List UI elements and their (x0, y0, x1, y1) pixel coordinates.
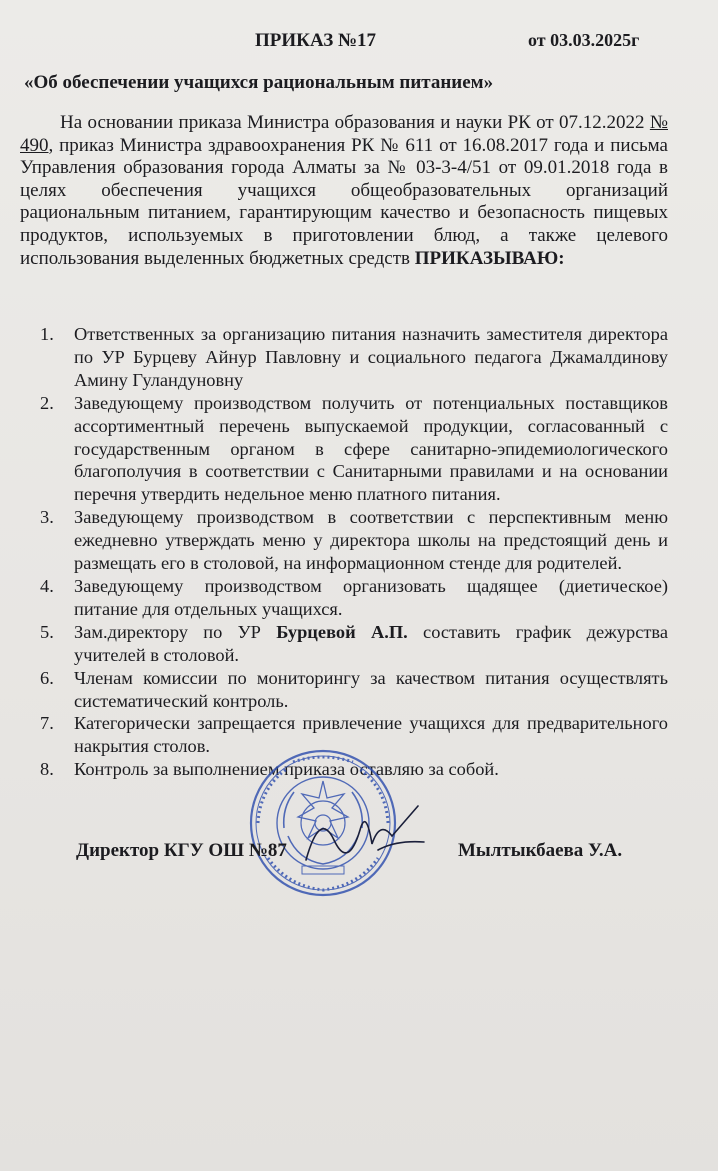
page-title: ПРИКАЗ №17 (255, 30, 377, 51)
list-item (40, 506, 668, 575)
list-item-number: 5. (40, 621, 54, 642)
list-item-text: Категорически запрещается привлечение учащихся для предварительного накрытия столов. (74, 713, 668, 757)
intro-text-part1: На основании приказа Министра образования и науки РК от 07.12.2022 (60, 112, 650, 133)
order-number: № 490 (20, 112, 668, 156)
list-item-text-post: составить график дежурства учителей в столовой. (74, 621, 669, 665)
list-item-number: 6. (40, 667, 54, 688)
list-item (40, 323, 668, 392)
list-item-text: Контроль за выполнением приказа оставляю за собой. (74, 759, 499, 780)
signatory-position: Директор КГУ ОШ №87 (76, 840, 287, 861)
list-item (40, 392, 668, 507)
document-date: от 03.03.2025г (528, 30, 640, 50)
list-item-text: Заведующему производством получить от потенциальных поставщиков ассортиментный перечень выпускаемой продукции, согласованный с государственным органом в сфере санитарно-эпидемиологического благополучия в соответствии с Санитарными правилами и на основании перечня утвердить недельное меню платного питания. (74, 392, 668, 505)
intro-text-part2: , приказ Министра здравоохранения РК № 611 от 16.08.2017 года и письма Управления образования города Алматы за № 03-3-4/51 от 09.01.2018 года в целях обеспечения учащихся общеобразовательных организаций рациональным питанием, гарантирующим качество и безопасность пищевых продуктов, используемых в приготовлении блюд, а также целевого использования выделенных бюджетных средств (20, 134, 668, 269)
list-item-number: 7. (40, 713, 54, 734)
document-header (0, 30, 718, 58)
signatory-name: Мылтыкбаева У.А. (458, 840, 623, 861)
order-keyword: ПРИКАЗЫВАЮ: (414, 247, 565, 269)
order-items-list (40, 323, 668, 781)
list-item-number: 2. (40, 392, 54, 413)
document-subject: «Об обеспечении учащихся рациональным питанием» (24, 72, 494, 93)
list-item-number: 1. (40, 324, 54, 344)
list-item-number: 8. (40, 759, 54, 780)
list-item-text: Заведующему производством в соответствии с перспективным меню ежедневно утверждать меню у директора школы на предстоящий день и размещать его в столовой, на информационном стенде для родителей. (74, 507, 668, 574)
intro-paragraph (20, 112, 668, 270)
list-item-number: 4. (40, 575, 54, 596)
list-item-number: 3. (40, 507, 54, 528)
list-item (40, 575, 668, 621)
list-item-text: Ответственных за организацию питания назначить заместителя директора по УР Бурцеву Айнур Павловну и социального педагога Джамалдинову Амину Гуландуновну (74, 324, 668, 390)
list-item (40, 621, 668, 667)
list-item-text-pre: Зам.директору по УР (74, 621, 277, 642)
signature-line (0, 840, 718, 870)
list-item (40, 667, 668, 713)
list-item-text: Заведующему производством организовать щадящее (диетическое) питание для отдельных учащихся. (74, 575, 668, 619)
list-item-text: Членам комиссии по мониторингу за качеством питания осуществлять систематический контроль. (74, 667, 668, 711)
list-item-person: Бурцевой А.П. (276, 621, 408, 642)
